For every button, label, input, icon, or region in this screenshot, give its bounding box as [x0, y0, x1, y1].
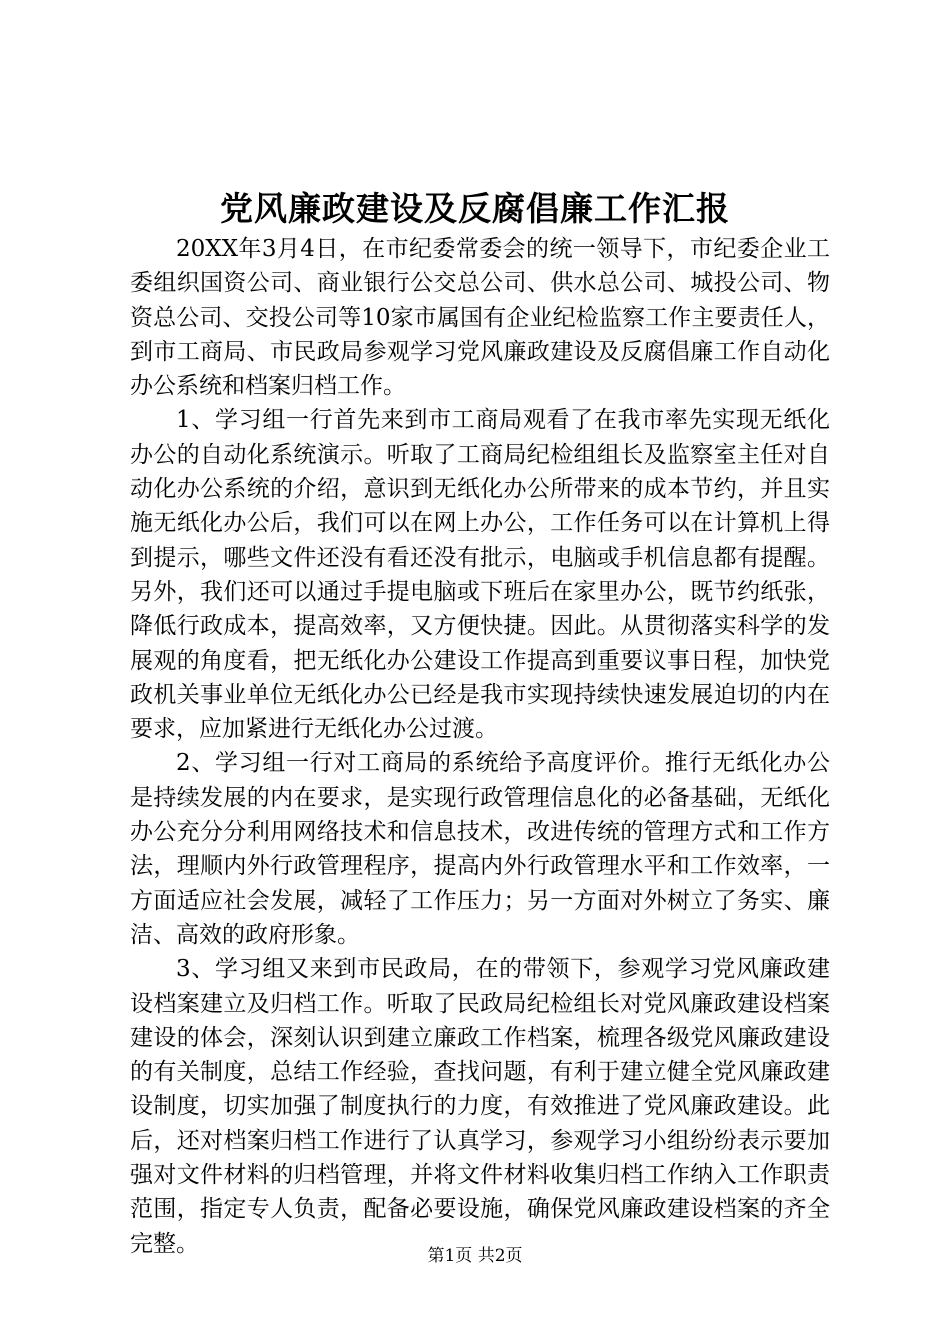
document-title: 党风廉政建设及反腐倡廉工作汇报: [220, 189, 730, 228]
paragraph-intro: 20XX年3月4日，在市纪委常委会的统一领导下，市纪委企业工委组织国资公司、商业银行公交总公司、供水总公司、城投公司、物资总公司、交投公司等10家市属国有企业纪检监察工作主要责任人，到市工商局、市民政局参观学习党风廉政建设及反腐倡廉工作自动化办公系统和档案归档工作。: [130, 236, 830, 400]
paragraph-1: 1、学习组一行首先来到市工商局观看了在我市率先实现无纸化办公的自动化系统演示。听取了工商局纪检组组长及监察室主任对自动化办公系统的介绍，意识到无纸化办公所带来的成本节约，并且实施无纸化办公后，我们可以在网上办公，工作任务可以在计算机上得到提示，哪些文件还没有看还没有批示，电脑或手机信息都有提醒。另外，我们还可以通过手提电脑或下班后在家里办公，既节约纸张，降低行政成本，提高效率，又方便快捷。因此。从贯彻落实科学的发展观的角度看，把无纸化办公建设工作提高到重要议事日程，加快党政机关事业单位无纸化办公已经是我市实现持续快速发展迫切的内在要求，应加紧进行无纸化办公过渡。: [130, 407, 830, 743]
paragraph-3: 3、学习组又来到市民政局，在的带领下，参观学习党风廉政建设档案建立及归档工作。听取了民政局纪检组长对党风廉政建设档案建设的体会，深刻认识到建立廉政工作档案，梳理各级党风廉政建设的有关制度，总结工作经验，查找问题，有利于建立健全党风廉政建设制度，切实加强了制度执行的力度，有效推进了党风廉政建设。此后，还对档案归档工作进行了认真学习，参观学习小组纷纷表示要加强对文件材料的归档管理，并将文件材料收集归档工作纳入工作职责范围，指定专人负责，配备必要设施，确保党风廉政建设档案的齐全完整。: [130, 956, 830, 1257]
page-footer: 第1页 共2页: [427, 1246, 523, 1266]
paragraph-2: 2、学习组一行对工商局的系统给予高度评价。推行无纸化办公是持续发展的内在要求，是实现行政管理信息化的必备基础，无纸化办公充分分利用网络技术和信息技术，改进传统的管理方式和工作方法，理顺内外行政管理程序，提高内外行政管理水平和工作效率，一方面适应社会发展，减轻了工作压力；另一方面对外树立了务实、廉洁、高效的政府形象。: [130, 750, 830, 948]
document-body: [130, 232, 830, 1261]
